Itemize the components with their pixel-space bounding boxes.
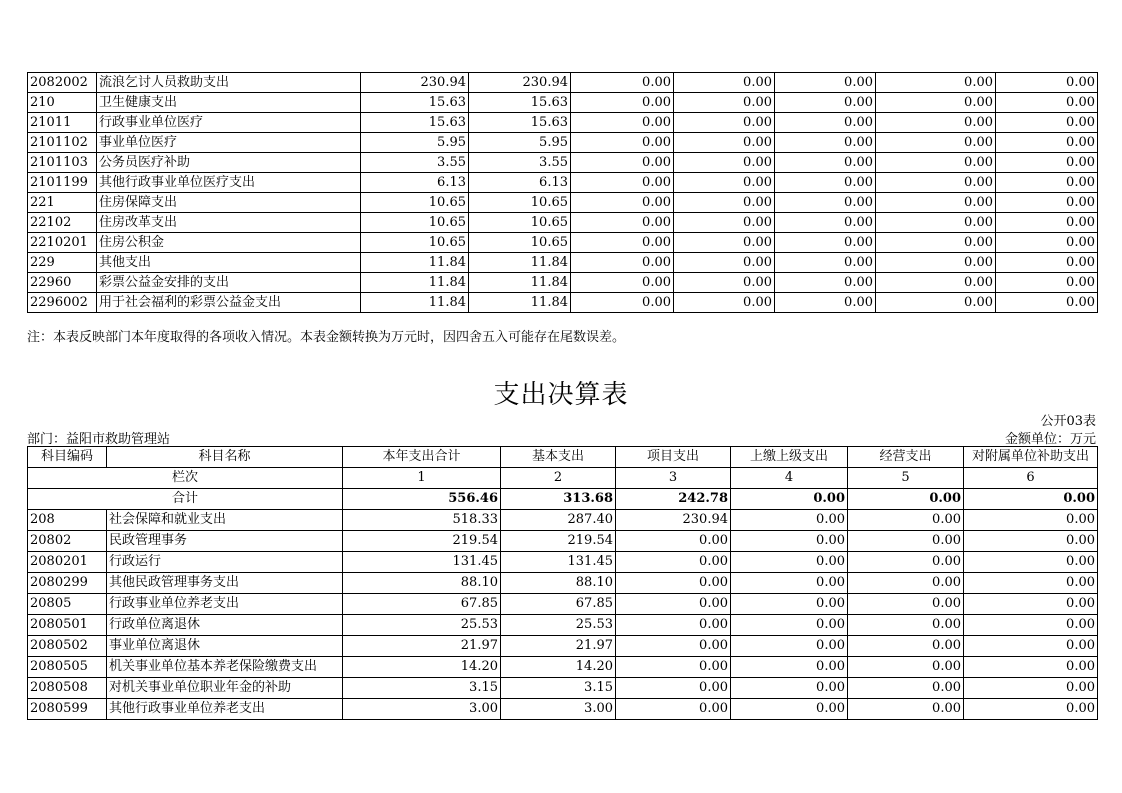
amount-cell: 0.00: [848, 615, 964, 636]
column-label: 栏次: [28, 468, 343, 489]
table-row: [28, 657, 1098, 678]
total-value: 0.00: [731, 489, 848, 510]
subject-code: 2080508: [28, 678, 107, 699]
table-row: [28, 293, 1098, 313]
amount-cell: 0.00: [848, 678, 964, 699]
table-row: [28, 133, 1098, 153]
header-cell: 本年支出合计: [343, 447, 501, 468]
amount-cell: 0.00: [616, 615, 731, 636]
amount-cell: 0.00: [996, 173, 1098, 193]
amount-cell: 0.00: [996, 293, 1098, 313]
amount-cell: 230.94: [469, 73, 571, 93]
amount-cell: 3.15: [501, 678, 616, 699]
header-cell: 项目支出: [616, 447, 731, 468]
amount-cell: 0.00: [876, 73, 996, 93]
amount-cell: 0.00: [996, 93, 1098, 113]
header-row: [28, 447, 1098, 468]
department-label: 部门：益阳市救助管理站: [27, 432, 171, 447]
table-row: [28, 113, 1098, 133]
column-number: 5: [848, 468, 964, 489]
amount-cell: 0.00: [731, 573, 848, 594]
amount-cell: 67.85: [343, 594, 501, 615]
amount-cell: 0.00: [674, 273, 775, 293]
amount-cell: 0.00: [571, 93, 674, 113]
amount-cell: 0.00: [775, 293, 876, 313]
amount-cell: 219.54: [343, 531, 501, 552]
subject-code: 2082002: [28, 73, 97, 93]
subject-code: 2101102: [28, 133, 97, 153]
amount-cell: 0.00: [616, 678, 731, 699]
amount-cell: 0.00: [674, 73, 775, 93]
amount-cell: 3.15: [343, 678, 501, 699]
amount-cell: 0.00: [964, 657, 1098, 678]
subject-code: 2080599: [28, 699, 107, 720]
table-row: [28, 193, 1098, 213]
subject-code: 229: [28, 253, 97, 273]
amount-cell: 0.00: [775, 193, 876, 213]
header-cell: 基本支出: [501, 447, 616, 468]
amount-cell: 0.00: [674, 213, 775, 233]
amount-cell: 0.00: [848, 657, 964, 678]
amount-cell: 0.00: [674, 133, 775, 153]
amount-cell: 0.00: [571, 213, 674, 233]
subject-code: 2080299: [28, 573, 107, 594]
table-row: [28, 233, 1098, 253]
amount-cell: 0.00: [616, 552, 731, 573]
amount-cell: 0.00: [571, 293, 674, 313]
subject-name: 住房公积金: [97, 233, 361, 253]
amount-cell: 0.00: [775, 253, 876, 273]
amount-cell: 0.00: [996, 213, 1098, 233]
amount-cell: 15.63: [361, 113, 469, 133]
amount-cell: 0.00: [571, 173, 674, 193]
amount-cell: 14.20: [501, 657, 616, 678]
amount-cell: 6.13: [469, 173, 571, 193]
amount-cell: 25.53: [501, 615, 616, 636]
amount-cell: 230.94: [361, 73, 469, 93]
amount-cell: 0.00: [674, 93, 775, 113]
unit-label: 金额单位：万元: [1004, 432, 1096, 447]
amount-cell: 0.00: [571, 233, 674, 253]
amount-cell: 5.95: [469, 133, 571, 153]
table-row: [28, 510, 1098, 531]
subject-code: 20805: [28, 594, 107, 615]
header-cell: 对附属单位补助支出: [964, 447, 1098, 468]
subject-name: 行政单位离退休: [107, 615, 343, 636]
amount-cell: 0.00: [571, 113, 674, 133]
amount-cell: 0.00: [848, 636, 964, 657]
table-row: [28, 173, 1098, 193]
subject-code: 221: [28, 193, 97, 213]
amount-cell: 0.00: [876, 93, 996, 113]
amount-cell: 0.00: [876, 153, 996, 173]
amount-cell: 0.00: [674, 153, 775, 173]
amount-cell: 0.00: [775, 273, 876, 293]
subject-code: 2296002: [28, 293, 97, 313]
amount-cell: 10.65: [469, 233, 571, 253]
subject-name: 彩票公益金安排的支出: [97, 273, 361, 293]
subject-code: 2080501: [28, 615, 107, 636]
amount-cell: 131.45: [343, 552, 501, 573]
amount-cell: 0.00: [571, 73, 674, 93]
header-cell: 科目编码: [28, 447, 107, 468]
subject-name: 行政事业单位医疗: [97, 113, 361, 133]
subject-name: 对机关事业单位职业年金的补助: [107, 678, 343, 699]
subject-code: 2080502: [28, 636, 107, 657]
subject-name: 事业单位医疗: [97, 133, 361, 153]
table-row: [28, 153, 1098, 173]
total-value: 556.46: [343, 489, 501, 510]
subject-name: 住房保障支出: [97, 193, 361, 213]
amount-cell: 3.00: [501, 699, 616, 720]
amount-cell: 0.00: [775, 73, 876, 93]
subject-code: 2101199: [28, 173, 97, 193]
amount-cell: 0.00: [996, 233, 1098, 253]
subject-name: 住房改革支出: [97, 213, 361, 233]
subject-name: 事业单位离退休: [107, 636, 343, 657]
amount-cell: 230.94: [616, 510, 731, 531]
amount-cell: 14.20: [343, 657, 501, 678]
amount-cell: 0.00: [571, 193, 674, 213]
subject-name: 其他民政管理事务支出: [107, 573, 343, 594]
amount-cell: 0.00: [731, 594, 848, 615]
amount-cell: 0.00: [876, 213, 996, 233]
amount-cell: 0.00: [848, 552, 964, 573]
header-cell: 上缴上级支出: [731, 447, 848, 468]
table-row: [28, 678, 1098, 699]
amount-cell: 21.97: [343, 636, 501, 657]
amount-cell: 0.00: [964, 552, 1098, 573]
expenditure-table-body: [28, 447, 1098, 720]
header-cell: 科目名称: [107, 447, 343, 468]
amount-cell: 15.63: [361, 93, 469, 113]
amount-cell: 0.00: [848, 699, 964, 720]
subject-code: 22960: [28, 273, 97, 293]
subject-code: 2210201: [28, 233, 97, 253]
amount-cell: 0.00: [964, 636, 1098, 657]
amount-cell: 0.00: [964, 699, 1098, 720]
column-number: 3: [616, 468, 731, 489]
amount-cell: 0.00: [775, 233, 876, 253]
page-title: 支出决算表: [493, 380, 629, 410]
amount-cell: 0.00: [674, 293, 775, 313]
amount-cell: 131.45: [501, 552, 616, 573]
subject-name: 公务员医疗补助: [97, 153, 361, 173]
amount-cell: 0.00: [876, 113, 996, 133]
amount-cell: 0.00: [848, 594, 964, 615]
column-number: 4: [731, 468, 848, 489]
amount-cell: 0.00: [876, 273, 996, 293]
amount-cell: 0.00: [616, 531, 731, 552]
amount-cell: 0.00: [876, 133, 996, 153]
amount-cell: 10.65: [361, 193, 469, 213]
amount-cell: 0.00: [996, 153, 1098, 173]
amount-cell: 88.10: [343, 573, 501, 594]
table-row: [28, 93, 1098, 113]
amount-cell: 0.00: [616, 657, 731, 678]
table-row: [28, 253, 1098, 273]
amount-cell: 0.00: [616, 636, 731, 657]
amount-cell: 0.00: [964, 510, 1098, 531]
subject-name: 卫生健康支出: [97, 93, 361, 113]
amount-cell: 11.84: [469, 293, 571, 313]
amount-cell: 5.95: [361, 133, 469, 153]
amount-cell: 219.54: [501, 531, 616, 552]
amount-cell: 88.10: [501, 573, 616, 594]
amount-cell: 3.55: [469, 153, 571, 173]
amount-cell: 0.00: [616, 699, 731, 720]
table-row: [28, 531, 1098, 552]
amount-cell: 287.40: [501, 510, 616, 531]
subject-name: 行政运行: [107, 552, 343, 573]
amount-cell: 11.84: [361, 273, 469, 293]
amount-cell: 15.63: [469, 93, 571, 113]
amount-cell: 0.00: [964, 615, 1098, 636]
subject-name: 流浪乞讨人员救助支出: [97, 73, 361, 93]
amount-cell: 0.00: [775, 153, 876, 173]
form-code: 公开03表: [1040, 414, 1096, 429]
total-value: 313.68: [501, 489, 616, 510]
amount-cell: 0.00: [964, 573, 1098, 594]
amount-cell: 0.00: [674, 253, 775, 273]
table-row: [28, 213, 1098, 233]
subject-name: 用于社会福利的彩票公益金支出: [97, 293, 361, 313]
amount-cell: 0.00: [731, 531, 848, 552]
table-row: [28, 552, 1098, 573]
amount-cell: 0.00: [848, 531, 964, 552]
total-row: [28, 489, 1098, 510]
amount-cell: 15.63: [469, 113, 571, 133]
amount-cell: 10.65: [361, 213, 469, 233]
amount-cell: 0.00: [848, 510, 964, 531]
subject-code: 208: [28, 510, 107, 531]
amount-cell: 0.00: [876, 193, 996, 213]
amount-cell: 0.00: [996, 113, 1098, 133]
amount-cell: 0.00: [848, 573, 964, 594]
amount-cell: 0.00: [964, 678, 1098, 699]
amount-cell: 0.00: [775, 133, 876, 153]
amount-cell: 0.00: [674, 173, 775, 193]
subject-code: 21011: [28, 113, 97, 133]
amount-cell: 0.00: [571, 273, 674, 293]
amount-cell: 0.00: [731, 699, 848, 720]
amount-cell: 11.84: [469, 253, 571, 273]
amount-cell: 0.00: [571, 153, 674, 173]
amount-cell: 11.84: [361, 253, 469, 273]
amount-cell: 6.13: [361, 173, 469, 193]
amount-cell: 0.00: [876, 293, 996, 313]
column-number: 1: [343, 468, 501, 489]
amount-cell: 0.00: [996, 253, 1098, 273]
amount-cell: 0.00: [876, 233, 996, 253]
header-cell: 经营支出: [848, 447, 964, 468]
amount-cell: 0.00: [731, 636, 848, 657]
amount-cell: 11.84: [469, 273, 571, 293]
amount-cell: 0.00: [775, 113, 876, 133]
subject-name: 民政管理事务: [107, 531, 343, 552]
amount-cell: 0.00: [731, 552, 848, 573]
table-row: [28, 594, 1098, 615]
column-number-row: [28, 468, 1098, 489]
amount-cell: 0.00: [731, 657, 848, 678]
amount-cell: 0.00: [674, 193, 775, 213]
total-value: 242.78: [616, 489, 731, 510]
subject-name: 其他行政事业单位医疗支出: [97, 173, 361, 193]
income-table-continued: [27, 72, 1098, 313]
amount-cell: 518.33: [343, 510, 501, 531]
amount-cell: 11.84: [361, 293, 469, 313]
amount-cell: 0.00: [731, 615, 848, 636]
subject-name: 社会保障和就业支出: [107, 510, 343, 531]
amount-cell: 0.00: [616, 594, 731, 615]
amount-cell: 0.00: [876, 173, 996, 193]
subject-code: 2080505: [28, 657, 107, 678]
amount-cell: 3.00: [343, 699, 501, 720]
subject-code: 210: [28, 93, 97, 113]
expenditure-table: [27, 446, 1098, 720]
subject-code: 2101103: [28, 153, 97, 173]
amount-cell: 0.00: [964, 594, 1098, 615]
amount-cell: 0.00: [571, 253, 674, 273]
income-table-body: [28, 73, 1098, 313]
table-row: [28, 73, 1098, 93]
table-row: [28, 615, 1098, 636]
table-note: 注：本表反映部门本年度取得的各项收入情况。本表金额转换为万元时，因四舍五入可能存在尾数误差。: [27, 330, 626, 345]
amount-cell: 0.00: [996, 133, 1098, 153]
amount-cell: 0.00: [674, 233, 775, 253]
amount-cell: 0.00: [571, 133, 674, 153]
amount-cell: 67.85: [501, 594, 616, 615]
column-number: 6: [964, 468, 1098, 489]
subject-code: 20802: [28, 531, 107, 552]
amount-cell: 0.00: [964, 531, 1098, 552]
amount-cell: 0.00: [996, 73, 1098, 93]
amount-cell: 25.53: [343, 615, 501, 636]
amount-cell: 10.65: [469, 213, 571, 233]
amount-cell: 0.00: [775, 213, 876, 233]
amount-cell: 21.97: [501, 636, 616, 657]
subject-name: 其他支出: [97, 253, 361, 273]
total-value: 0.00: [848, 489, 964, 510]
amount-cell: 0.00: [775, 173, 876, 193]
total-label: 合计: [28, 489, 343, 510]
amount-cell: 0.00: [876, 253, 996, 273]
subject-name: 行政事业单位养老支出: [107, 594, 343, 615]
column-number: 2: [501, 468, 616, 489]
table-row: [28, 636, 1098, 657]
subject-code: 2080201: [28, 552, 107, 573]
amount-cell: 10.65: [361, 233, 469, 253]
subject-name: 其他行政事业单位养老支出: [107, 699, 343, 720]
amount-cell: 0.00: [731, 678, 848, 699]
subject-code: 22102: [28, 213, 97, 233]
amount-cell: 0.00: [731, 510, 848, 531]
amount-cell: 0.00: [616, 573, 731, 594]
amount-cell: 3.55: [361, 153, 469, 173]
amount-cell: 0.00: [674, 113, 775, 133]
table-row: [28, 699, 1098, 720]
amount-cell: 0.00: [996, 273, 1098, 293]
amount-cell: 10.65: [469, 193, 571, 213]
total-value: 0.00: [964, 489, 1098, 510]
amount-cell: 0.00: [996, 193, 1098, 213]
subject-name: 机关事业单位基本养老保险缴费支出: [107, 657, 343, 678]
amount-cell: 0.00: [775, 93, 876, 113]
table-row: [28, 573, 1098, 594]
table-row: [28, 273, 1098, 293]
